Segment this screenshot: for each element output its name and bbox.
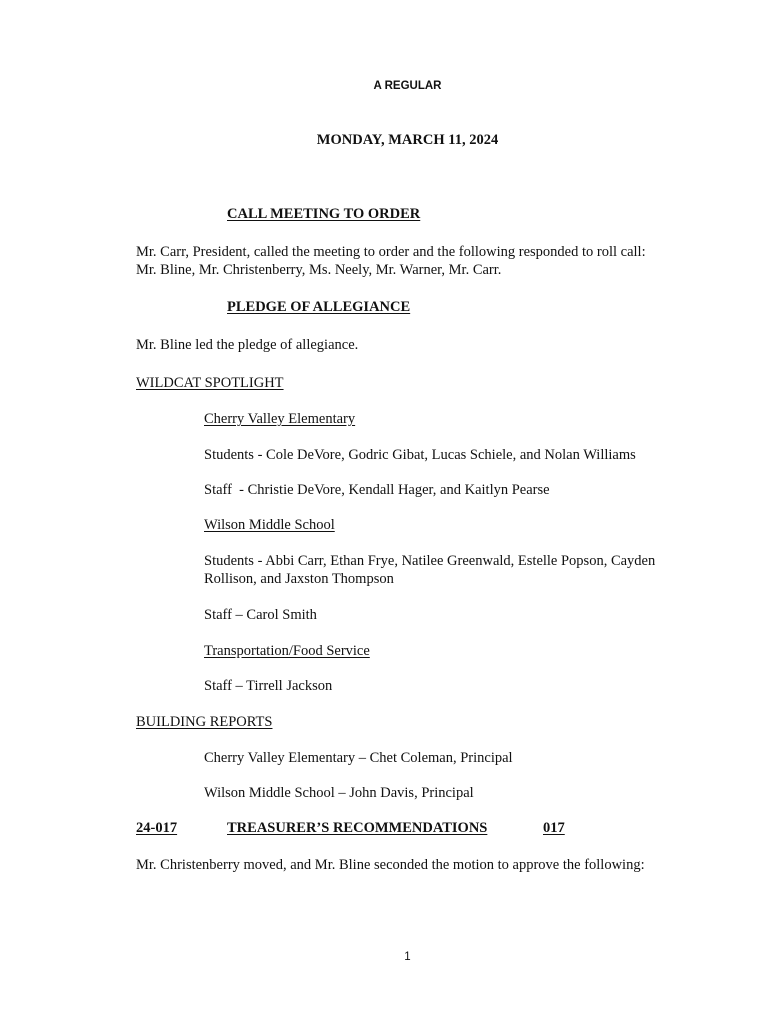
transportation-staff: Staff – Tirrell Jackson xyxy=(204,678,333,694)
cherry-valley-students: Students - Cole DeVore, Godric Gibat, Lucas Schiele, and Nolan Williams xyxy=(204,447,636,463)
building-report-item-1: Cherry Valley Elementary – Chet Coleman, Principal xyxy=(204,750,513,766)
resolution-number: 24-017 xyxy=(136,820,178,836)
building-reports-heading: BUILDING REPORTS xyxy=(136,714,273,730)
resolution-motion-text: Mr. Christenberry moved, and Mr. Bline seconded the motion to approve the following: xyxy=(136,857,645,873)
wilson-students-line1: Students - Abbi Carr, Ethan Frye, Natilee Greenwald, Estelle Popson, Cayden xyxy=(204,553,656,569)
wilson-students-line2: Rollison, and Jaxston Thompson xyxy=(204,571,394,587)
call-to-order-text-line1: Mr. Carr, President, called the meeting to order and the following responded to roll call: xyxy=(136,244,646,260)
cherry-valley-staff: Staff - Christie DeVore, Kendall Hager, and Kaitlyn Pearse xyxy=(204,482,550,498)
pledge-text: Mr. Bline led the pledge of allegiance. xyxy=(136,337,359,353)
meeting-type-heading: A REGULAR xyxy=(373,80,442,92)
transportation-title: Transportation/Food Service xyxy=(204,643,370,659)
wildcat-spotlight-heading: WILDCAT SPOTLIGHT xyxy=(136,375,284,391)
call-to-order-text-line2: Mr. Bline, Mr. Christenberry, Ms. Neely, Mr. Warner, Mr. Carr. xyxy=(136,262,502,278)
pledge-heading: PLEDGE OF ALLEGIANCE xyxy=(227,299,411,315)
meeting-date-heading: MONDAY, MARCH 11, 2024 xyxy=(316,132,499,148)
resolution-page-ref: 017 xyxy=(543,820,565,836)
wilson-title: Wilson Middle School xyxy=(204,517,335,533)
resolution-title: TREASURER’S RECOMMENDATIONS xyxy=(227,820,488,836)
building-report-item-2: Wilson Middle School – John Davis, Principal xyxy=(204,785,474,801)
page-number: 1 xyxy=(404,951,411,963)
call-to-order-heading: CALL MEETING TO ORDER xyxy=(227,206,421,222)
wilson-staff: Staff – Carol Smith xyxy=(204,607,317,623)
cherry-valley-title: Cherry Valley Elementary xyxy=(204,411,356,427)
